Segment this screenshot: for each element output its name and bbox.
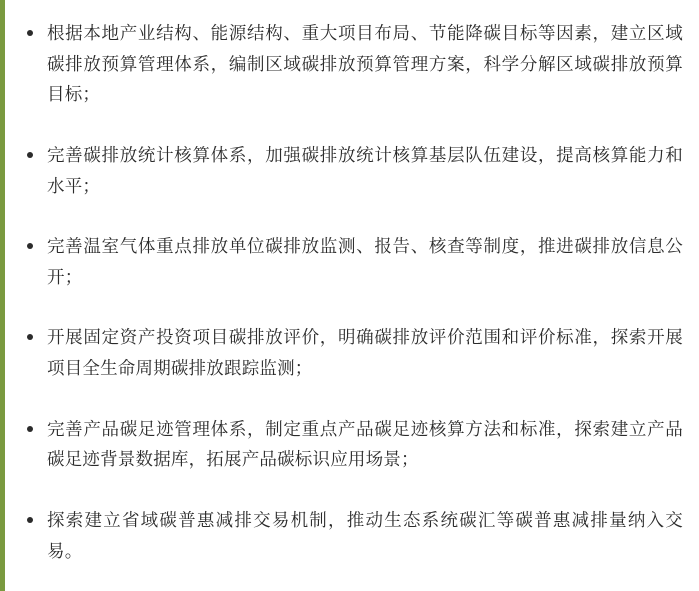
document-content (5, 0, 699, 591)
list-item-text: 根据本地产业结构、能源结构、重大项目布局、节能降碳目标等因素，建立区域碳排放预算管理体系，编制区域碳排放预算管理方案，科学分解区域碳排放预算目标； (47, 23, 683, 105)
bullet-dot-icon (27, 517, 33, 523)
list-item-text: 开展固定资产投资项目碳排放评价，明确碳排放评价范围和评价标准，探索开展项目全生命周期碳排放跟踪监测； (47, 327, 683, 378)
bullet-dot-icon (27, 152, 33, 158)
bullet-dot-icon (27, 30, 33, 36)
list-item (19, 414, 683, 475)
bullet-dot-icon (27, 334, 33, 340)
list-item (19, 322, 683, 383)
list-item-text: 完善碳排放统计核算体系，加强碳排放统计核算基层队伍建设，提高核算能力和水平； (47, 144, 683, 196)
list-item (19, 231, 683, 292)
list-item (19, 18, 683, 110)
list-item-text: 探索建立省域碳普惠减排交易机制，推动生态系统碳汇等碳普惠减排量纳入交易。 (47, 509, 683, 561)
bullet-dot-icon (27, 243, 33, 249)
list-item-text: 完善温室气体重点排放单位碳排放监测、报告、核查等制度，推进碳排放信息公开； (47, 236, 683, 287)
list-item (19, 140, 683, 201)
bullet-list (19, 18, 683, 566)
list-item-text: 完善产品碳足迹管理体系，制定重点产品碳足迹核算方法和标准，探索建立产品碳足迹背景数据库，拓展产品碳标识应用场景； (47, 418, 683, 470)
list-item (19, 505, 683, 566)
bullet-dot-icon (27, 426, 33, 432)
